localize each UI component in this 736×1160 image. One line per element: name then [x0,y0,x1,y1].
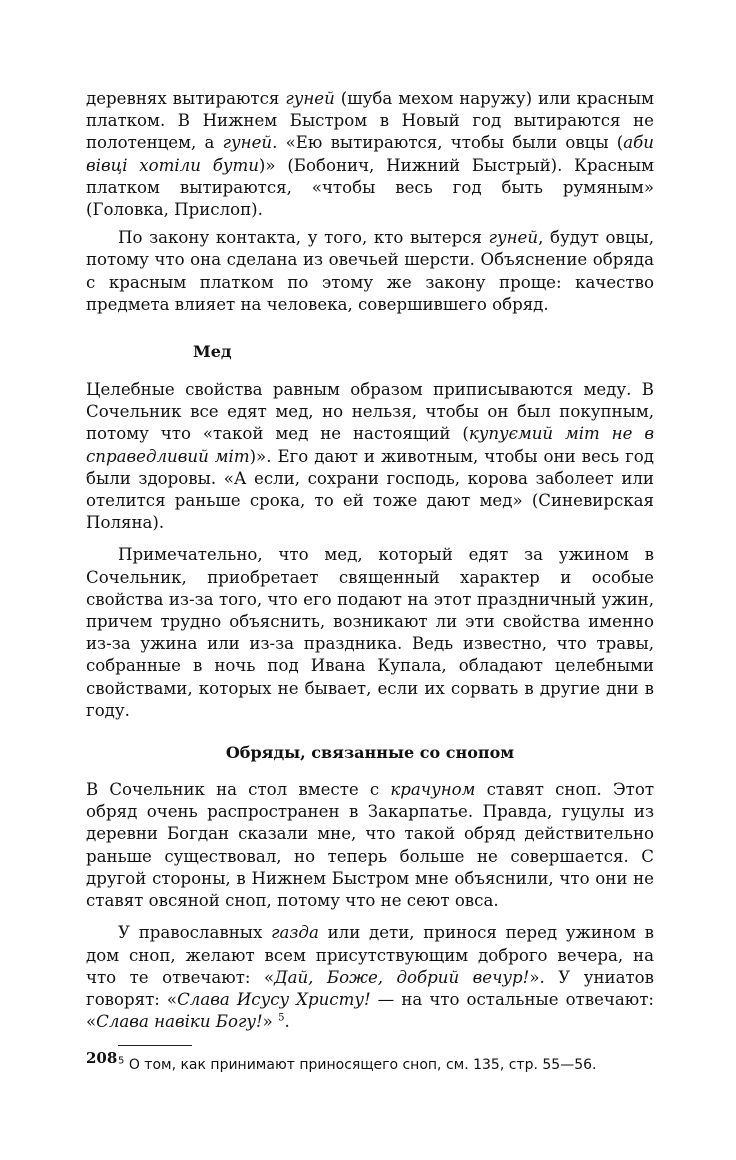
paragraph-3: Целебные свойства равным образом приписываются меду. В Сочельник все едят мед, но нельзя, чтобы он был покупным, потому что «такой мед не настоящий (купуємий міт не в справедливий міт)». Его дают и животным, чтобы они весь год были здоровы. «А если, сохрани господь, корова заболеет или отелится раньше срока, то ей тоже дают мед» (Синевирская Поляна). [86,380,654,533]
section-heading-honey: Мед [193,342,232,362]
paragraph-4: Примечательно, что мед, который едят за ужином в Сочельник, приобретает священный характер и особые свойства из-за того, что его подают на этот праздничный ужин, причем трудно объяснить, возникают ли эти свойства именно из-за ужина или из-за праздника. Ведь известно, что травы, собранные в ночь под Ивана Купала, обладают целебными свойствами, которых не бывает, если их сорвать в другие дни в году. [86,545,654,720]
italic-term: газда [271,923,319,943]
paragraph-1: деревнях вытираются гуней (шуба мехом наружу) или красным платком. В Нижнем Быстром в Новый год вытираются не полотенцем, а гуней. «Ею вытираются, чтобы были овцы (аби вівці хотіли бути)» (Бобонич, Нижний Быстрый). Красным платком вытираются, «чтобы весь год быть румяным» (Головка, Прислоп). [86,89,655,220]
italic-term: купуємий міт не в справедливий міт [86,424,654,466]
paragraph-6: У православных газда или дети, принося перед ужином в дом сноп, желают всем присутствующим доброго вечера, на что те отвечают: «Дай, Боже, добрий вечур!». У униатов говорят: «Слава Исусу Христу! — на что остальные отвечают: «Слава навіки Богу!» $^5$. [86,923,654,1032]
italic-term: аби вівці хотіли бути [86,133,654,175]
italic-term: Слава навіки Богу! [96,1012,263,1032]
italic-term: Дай, Боже, добрий вечур! [274,967,530,987]
footnote-reference: 5 [278,1012,285,1024]
italic-term: гуней [222,133,273,153]
paragraph-5: В Сочельник на стол вместе с крачуном ставят сноп. Этот обряд очень распространен в Закарпатье. Правда, гуцулы из деревни Богдан сказали мне, что такой обряд действительно раньше существовал, но теперь больше не совершается. С другой стороны, в Нижнем Быстром мне объяснили, что они не ставят овсяной сноп, потому что не сеют овса. [86,780,654,911]
paragraph-2: По закону контакта, у того, кто вытерся гуней, будут овцы, потому что она сделана из овечьей шерсти. Объяснение обряда с красным платком по этому же закону проще: качество предмета влияет на человека, совершившего обряд. [86,228,655,314]
book-page [86,88,654,1074]
italic-term: гуней [285,89,335,108]
page-number: 208 [86,1049,118,1067]
section-heading-sheaf: Обряды, связанные со снопом [225,743,515,763]
footnote [118,1056,654,1074]
footnote-marker: 5 [118,1055,125,1067]
footnote-divider [118,1045,192,1046]
italic-term: Слава Исусу Христу! [177,989,371,1009]
italic-term: крачуном [390,780,476,800]
footnote-text: О том, как принимают приносящего сноп, см. 135, стр. 55—56. [124,1057,597,1074]
italic-term: гуней [488,228,539,248]
